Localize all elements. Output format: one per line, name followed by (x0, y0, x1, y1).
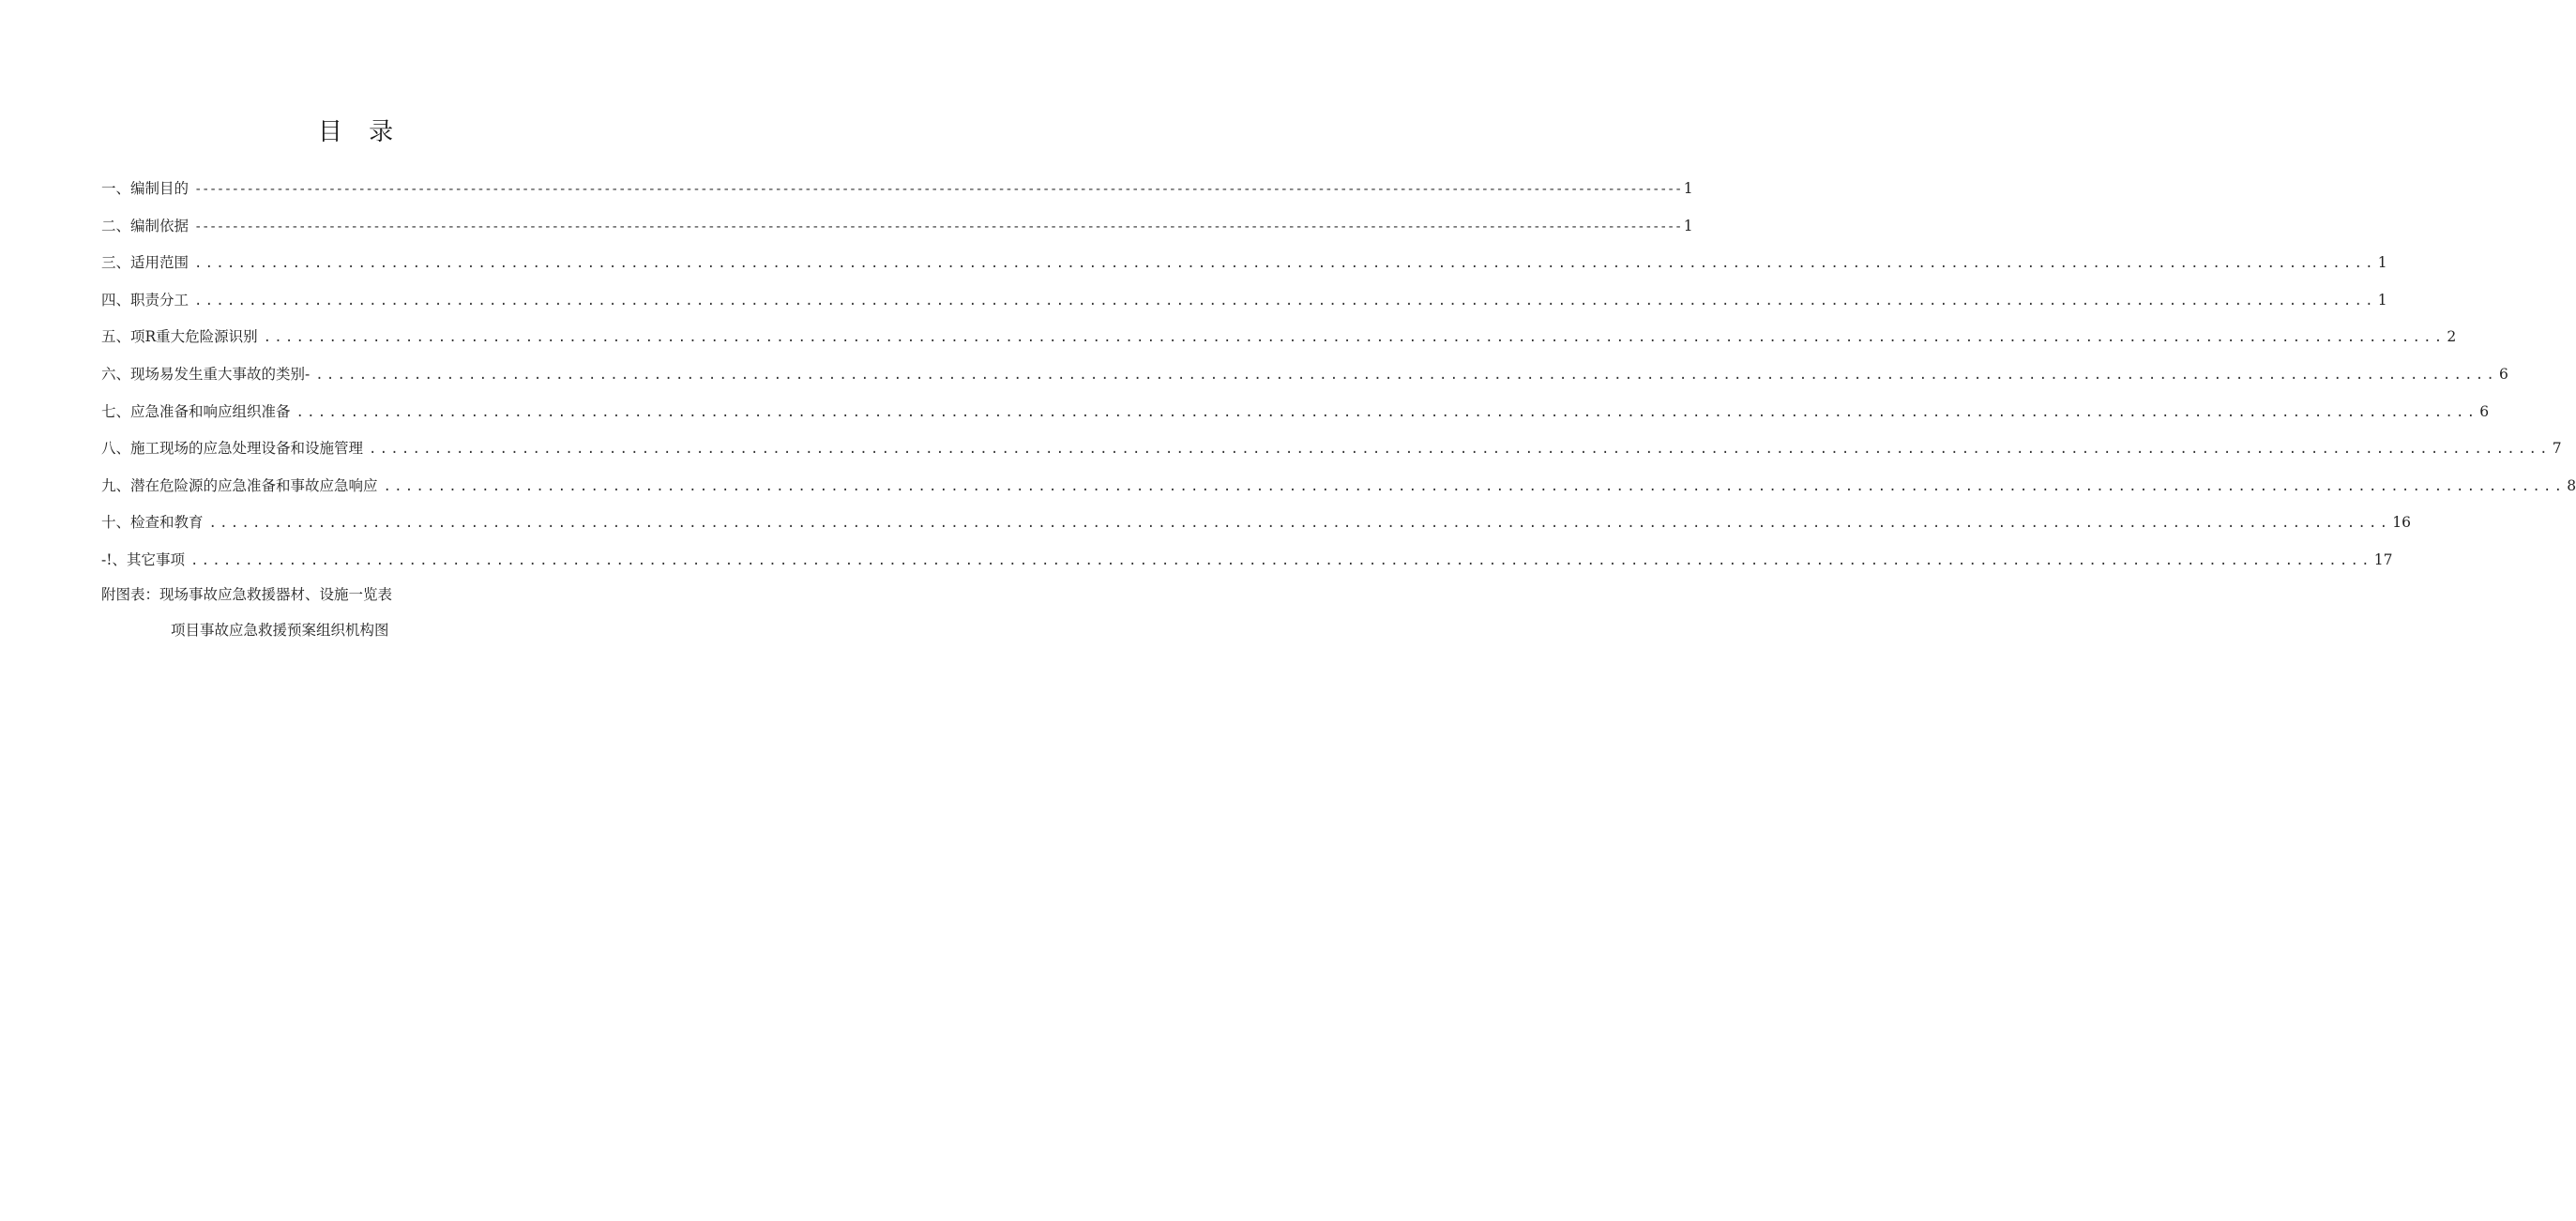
toc-entry-page: 2 (2447, 328, 2457, 346)
toc-entry-label: -!、其它事项 (101, 550, 185, 568)
toc-entry-label: 一、编制目的 (101, 180, 189, 197)
toc-entry-page: 6 (2499, 365, 2508, 383)
toc-entry-label: 八、施工现场的应急处理设备和设施管理 (101, 440, 364, 458)
table-of-contents (101, 179, 2576, 588)
toc-entry-page: 7 (2552, 440, 2562, 458)
toc-entry-page: 1 (1683, 180, 1693, 197)
toc-entry[interactable] (101, 179, 1693, 217)
toc-leader: ........................................................................................................................................................................................................ (295, 404, 2478, 420)
toc-entry[interactable] (101, 550, 2393, 588)
toc-entry-label: 六、现场易发生重大事故的类别- (101, 365, 311, 383)
toc-leader: ........................................................................................................................................................................................................ (189, 552, 2372, 568)
toc-leader: ........................................................................................................................................................................................................ (383, 478, 2566, 494)
toc-entry-label: 五、项R重大危险源识别 (101, 328, 258, 346)
toc-leader: ........................................................................................................................................................................................................ (194, 256, 2376, 272)
toc-entry[interactable] (101, 327, 2457, 365)
appendix-line-1: 附图表：现场事故应急救援器材、设施一览表 (101, 586, 393, 603)
toc-entry-label: 三、适用范围 (101, 254, 189, 272)
toc-entry[interactable] (101, 291, 2387, 328)
toc-entry-page: 1 (2377, 254, 2387, 272)
toc-leader: ........................................................................................................................................................................................................ (263, 330, 2446, 346)
toc-leader: ........................................................................................................................................................................................................ (194, 293, 2376, 309)
toc-entry[interactable] (101, 253, 2387, 291)
toc-entry-label: 二、编制依据 (101, 217, 189, 234)
toc-leader: -------------------------------------------------------------------------------------------------------------------------------------------------------------------------------------------------------- (194, 219, 1682, 234)
toc-entry-label: 十、检查和教育 (101, 514, 204, 532)
toc-entry-page: 1 (1683, 217, 1693, 234)
toc-entry[interactable] (101, 476, 2576, 514)
toc-entry[interactable] (101, 513, 2411, 550)
toc-entry[interactable] (101, 217, 1693, 254)
toc-entry-page: 8 (2567, 476, 2576, 494)
toc-leader: ........................................................................................................................................................................................................ (315, 367, 2497, 383)
toc-leader: -------------------------------------------------------------------------------------------------------------------------------------------------------------------------------------------------------- (194, 182, 1682, 197)
toc-entry-label: 九、潜在危险源的应急准备和事故应急响应 (101, 476, 378, 494)
toc-entry-page: 17 (2373, 550, 2393, 568)
toc-entry-page: 6 (2479, 402, 2490, 420)
page-title: 目 录 (317, 118, 403, 146)
toc-entry[interactable] (101, 439, 2562, 476)
toc-entry[interactable] (101, 365, 2508, 402)
toc-leader: ........................................................................................................................................................................................................ (369, 442, 2551, 458)
toc-entry-page: 16 (2392, 514, 2411, 532)
toc-entry-label: 四、职责分工 (101, 291, 189, 309)
toc-entry[interactable] (101, 402, 2490, 440)
toc-entry-label: 七、应急准备和响应组织准备 (101, 402, 291, 420)
toc-leader: ........................................................................................................................................................................................................ (208, 516, 2391, 532)
toc-entry-page: 1 (2377, 291, 2387, 309)
appendix-line-2: 项目事故应急救援预案组织机构图 (171, 622, 389, 639)
